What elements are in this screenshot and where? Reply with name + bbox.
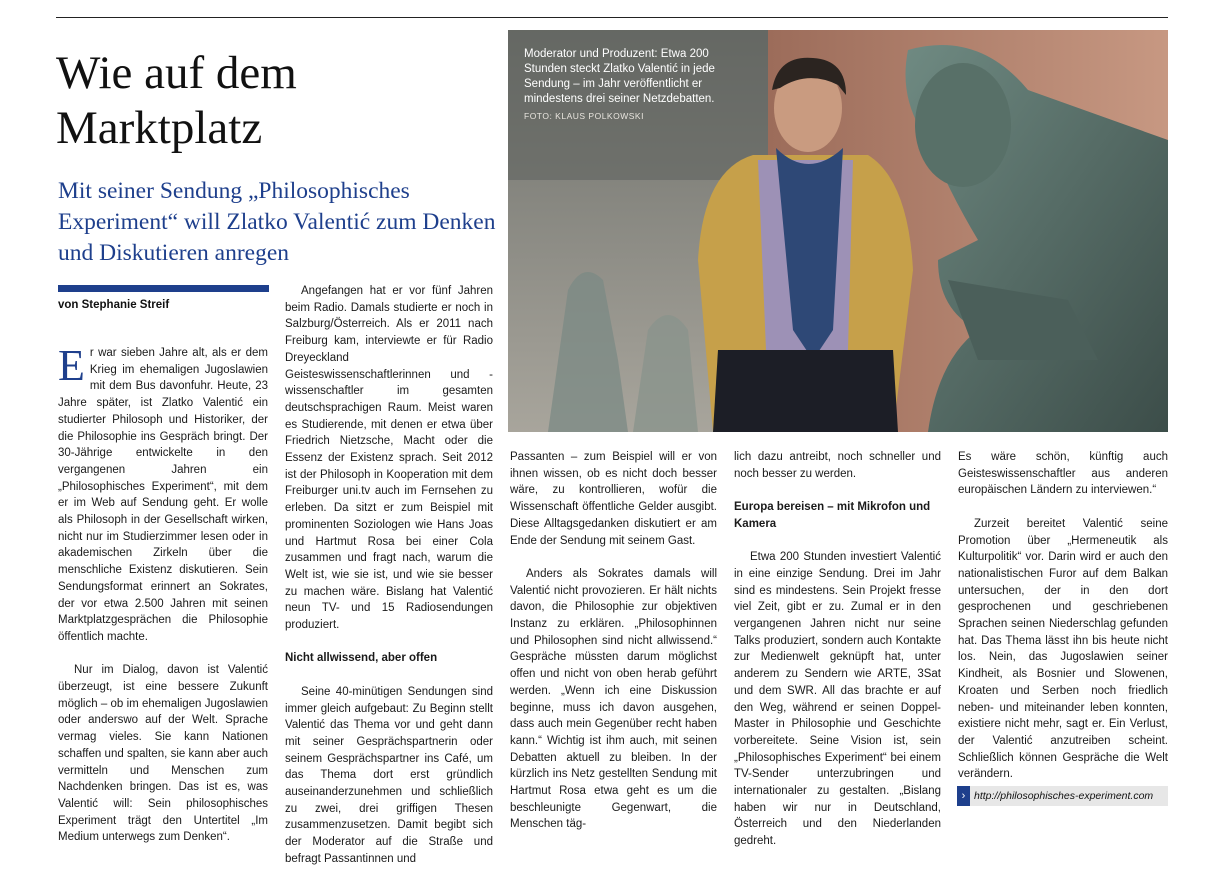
paragraph: Angefangen hat er vor fünf Jahren beim Radio. Damals studierte er noch in Salzburg/Österreich. Als er 2011 nach Freiburg kam, interviewte er für Radio Dreyeckland Geisteswissenschaftlerinnen und -wissenschaftler im gesamten deutschsprachigen Raum. Meist waren es Studierende, mit denen er etwa über Friedrich Nietzsche, Macht oder die Essenz der Existenz sprach. Seit 2012 ist der Philosoph in Kooperation mit dem Freiburger uni.tv auch im Fernsehen zu erleben. Da sitzt er zum Beispiel mit prominenten Soziologen wie Hans Joas und Hartmut Rosa bei einer Cola zusammen und fragt nach, warum die Welt ist, wie sie ist, und wie sie besser zu machen wäre. Bislang hat Valentić neun TV- und 15 Radiosendungen produziert. bbox=[285, 285, 493, 632]
text-column-4 bbox=[734, 449, 941, 867]
paragraph: Anders als Sokrates damals will Valentić nicht provozieren. Er hält nichts davon, die Philosophie zur objektiven Instanz zu erklären. „Philosophinnen und Philosophen sind nicht allwissend.“ Gespräche müssten darum möglichst offen und nicht von oben herab geführt werden. „Wenn ich eine Diskussion beginne, muss ich davon ausgehen, dass auch mein Gegenüber recht haben kann.“ Wichtig ist ihm auch, mit seinen Debatten aktuell zu bleiben. In der kürzlich ins Netz gestellten Sendung mit Hartmut Rosa etwa geht es um die beschleunigte Gegenwart, die Menschen täg- bbox=[510, 567, 717, 831]
photo-credit: FOTO: KLAUS POLKOWSKI bbox=[524, 111, 644, 121]
headline-line-1: Wie auf dem bbox=[56, 47, 297, 99]
section-heading: Nicht allwissend, aber offen bbox=[285, 652, 438, 665]
top-rule bbox=[56, 17, 1168, 18]
paragraph: Es wäre schön, künftig auch Geisteswissenschaftler aus anderen europäischen Ländern zu interviewen.“ bbox=[958, 451, 1168, 497]
website-link[interactable]: http://philosophisches-experiment.com bbox=[974, 790, 1154, 802]
text-column-5 bbox=[958, 449, 1168, 800]
paragraph: Etwa 200 Stunden investiert Valentić in eine einzige Sendung. Drei im Jahr sind es mindestens. Sein Projekt fresse viel Zeit, gibt er zu. Zumal er in den vergangenen Jahren nicht nur seine Talks produziert, sondern auch Kontakte zur Medienwelt geknüpft hat, unter anderem zu Sendern wie ARTE, 3Sat und dem SWR. All das brachte er auf den Weg, während er seinen Doppel-Master in Philosophie und Geschichte vorbereitete. Seine Vision ist, sein „Philosophisches Experiment“ bei einem TV-Sender unterzubringen und internationaler zu gestalten. „Bislang haben wir nur in Deutschland, Österreich und den Niederlanden gedreht. bbox=[734, 551, 941, 848]
headline bbox=[56, 46, 496, 156]
section-heading: Europa bereisen – mit Mikrofon und Kamera bbox=[734, 501, 931, 530]
paragraph: Nur im Dialog, davon ist Valentić überzeugt, ist eine bessere Zukunft möglich – ob im ehemaligen Jugoslawien oder anderswo auf der Welt. Sprache vermag vieles. Sie kann Nationen schaffen und spalten, sie kann aber auch vermitteln und Menschen zum Nachdenken bringen. Das ist es, was Valentić will: Sein philosophisches Experiment trägt den Untertitel „Im Medium unterwegs zum Denken“. bbox=[58, 664, 268, 844]
paragraph: Zurzeit bereitet Valentić seine Promotion über „Hermeneutik als Kulturpolitik“ vor. Darin wird er auch den nationalistischen Furor auf dem Balkan untersuchen, der in den dort gesprochenen und geschriebenen Sprachen seinen Niederschlag gefunden hat. Das Thema lässt ihn bis heute nicht los. Nein, das Jugoslawien seiner Kindheit, als Bosnier und Slowenen, Kroaten und Serben noch friedlich neben- und miteinander leben konnten, existiere nicht mehr, sagt er. Ein Verlust, der Valentić anzutreiben scheint. Schließlich können Gespräche die Welt verändern. bbox=[958, 517, 1168, 781]
byline-accent-bar bbox=[58, 285, 269, 292]
text-column-3 bbox=[510, 449, 717, 850]
text-column-1 bbox=[58, 341, 268, 863]
paragraph: lich dazu antreibt, noch schneller und noch besser zu werden. bbox=[734, 451, 941, 480]
caption-text: Moderator und Produzent: Etwa 200 Stunden steckt Zlatko Valentić in jede Sendung – im Jahr veröffentlicht er mindestens drei seiner Netzdebatten. bbox=[524, 48, 715, 105]
drop-cap: E bbox=[58, 341, 85, 390]
chevron-right-icon: › bbox=[957, 786, 970, 806]
text-column-2 bbox=[285, 283, 493, 884]
paragraph: Er war sieben Jahre alt, als er dem Krieg im ehemaligen Jugoslawien mit dem Bus davonfuhr. Heute, 23 Jahre später, ist Zlatko Valentić ein studierter Philosoph und Historiker, der die Philosophie ins Gespräch bringt. Der 30-Jährige entwickelte in den vergangenen Jahren ein „Philosophisches Experiment“, mit dem er im Web auf Sendung geht. Er wolle als Philosoph in der Gesellschaft wirken, nicht nur im Studierzimmer lesen oder in akademischen Zirkeln über die menschliche Existenz diskutieren. Sein Sendungsformat erinnert an Sokrates, der vor etwa 2.500 Jahren mit seinen Marktplatzgesprächen die Philosophie öffentlich machte. bbox=[58, 341, 268, 643]
paragraph: Seine 40-minütigen Sendungen sind immer gleich aufgebaut: Zu Beginn stellt Valentić das Thema vor und geht dann mit seiner Gesprächspartnerin oder seinem Gesprächspartner ins Café, um das Thema dort erst gründlich auseinanderzunehmen und schließlich zu zwei, drei griffigen Thesen zusammenzusetzen. Damit begibt sich der Moderator auf die Straße und befragt Passantinnen und bbox=[285, 685, 493, 865]
byline: von Stephanie Streif bbox=[58, 299, 170, 311]
photo-caption bbox=[524, 47, 754, 124]
headline-line-2: Marktplatz bbox=[56, 102, 263, 154]
subheadline: Mit seiner Sendung „Philosophisches Experiment“ will Zlatko Valentić zum Denken und Diskutieren anregen bbox=[58, 178, 496, 266]
paragraph: Passanten – zum Beispiel will er von ihnen wissen, ob es nicht doch besser wäre, zu kontrollieren, wofür die Wissenschaft öffentliche Gelder ausgibt. Diese Alltagsgedanken diskutiert er am Ende der Sendung mit seinem Gast. bbox=[510, 451, 717, 547]
website-link-box[interactable] bbox=[957, 786, 1168, 806]
